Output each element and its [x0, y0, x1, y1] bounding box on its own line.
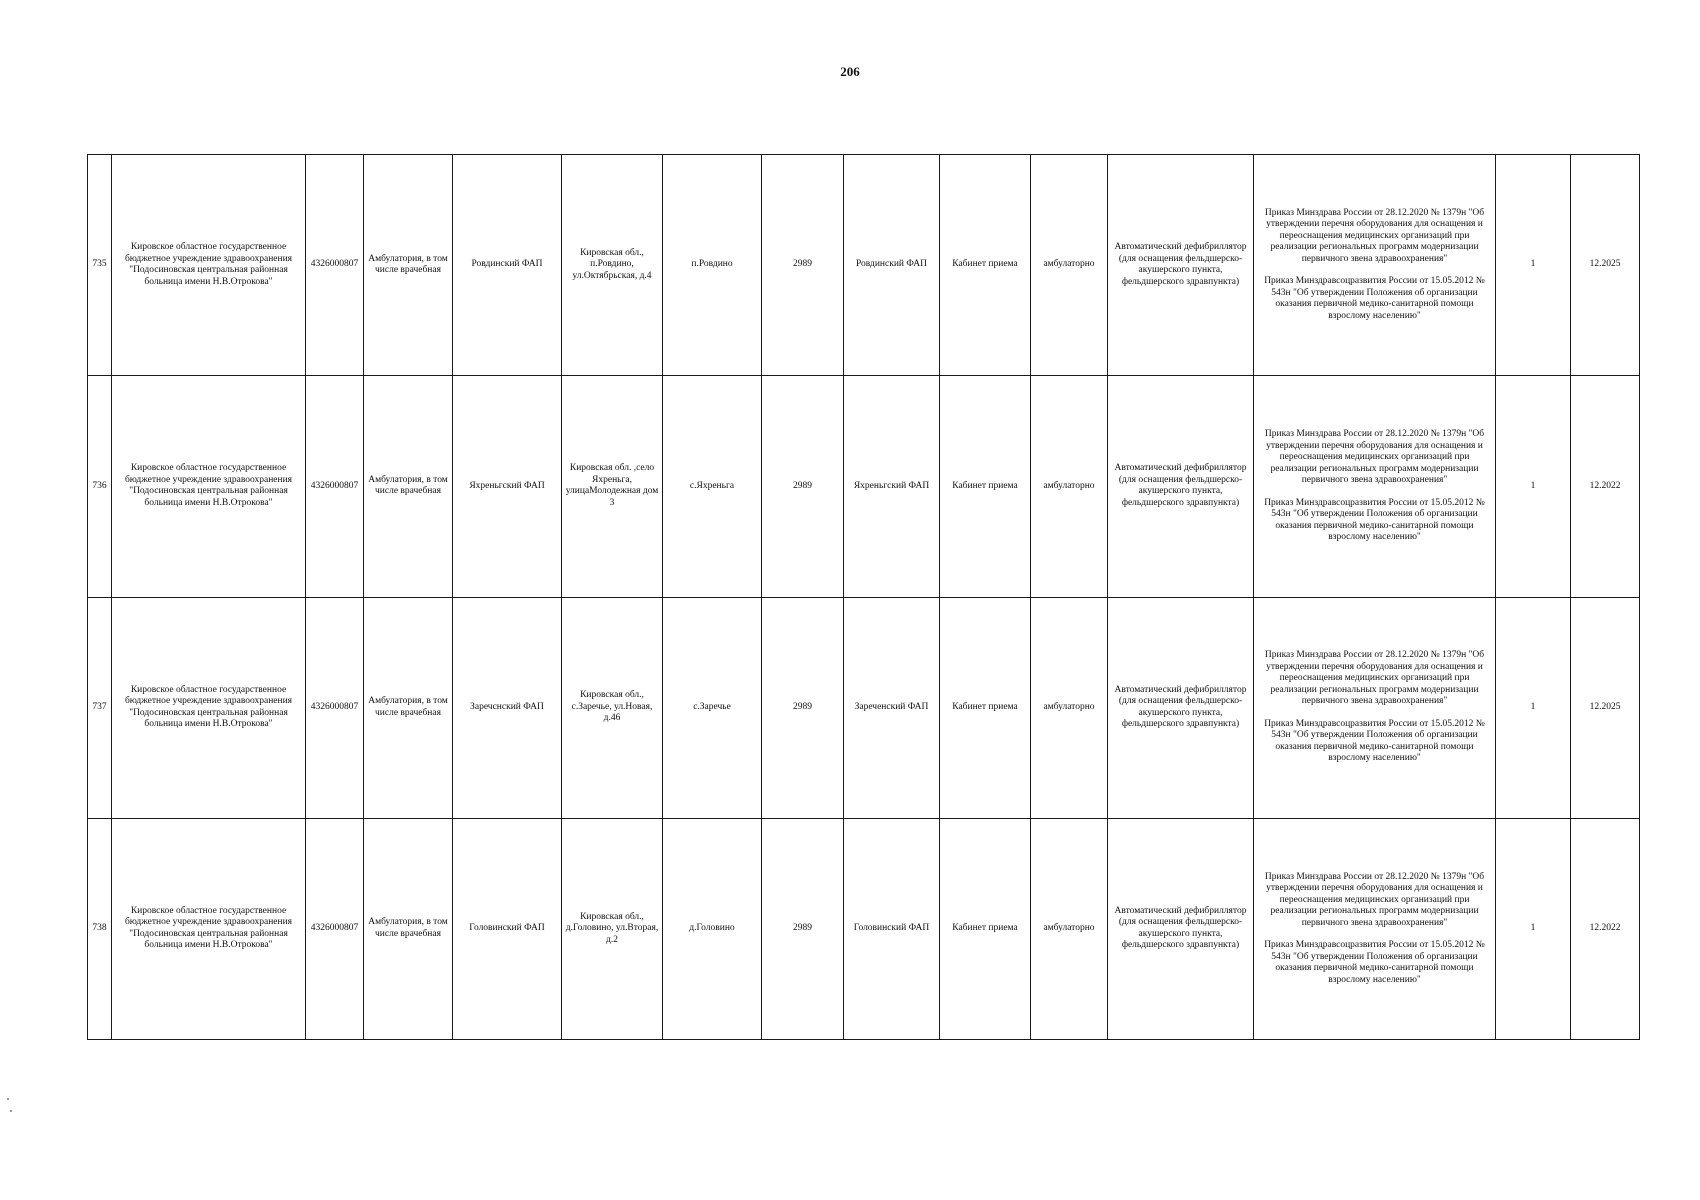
inn: 4326000807: [306, 155, 364, 376]
page-number: 206: [840, 64, 860, 79]
order-1379n: Приказ Минздрава России от 28.12.2020 № 1379н "Об утверждении перечня оборудования для оснащения и переоснащения медицинских организаций при реализации региональных программ модернизации первичного звена здравоохранения": [1264, 650, 1485, 707]
room: Кабинет приема: [940, 597, 1031, 818]
organization-name: Кировское областное государственное бюджетное учреждение здравоохранения "Подосиновская центральная районная больница имени Н.В.Отрокова": [112, 818, 306, 1039]
inn: 4326000807: [306, 376, 364, 597]
room: Кабинет приема: [940, 376, 1031, 597]
equipment-name: Автоматический дефибриллятор (для оснащения фельдшерско-акушерского пункта, фельдшерского здравпункта): [1108, 818, 1254, 1039]
regulatory-orders: [1254, 376, 1496, 597]
settlement: с.Заречье: [663, 597, 762, 818]
subdivision: Яхреньгский ФАП: [844, 376, 940, 597]
room: Кабинет приема: [940, 818, 1031, 1039]
facility-address: Кировская обл., д.Головино, ул.Вторая, д.2: [562, 818, 663, 1039]
equipment-name: Автоматический дефибриллятор (для оснащения фельдшерско-акушерского пункта, фельдшерского здравпункта): [1108, 376, 1254, 597]
subdivision: Головинский ФАП: [844, 818, 940, 1039]
organization-name: Кировское областное государственное бюджетное учреждение здравоохранения "Подосиновская центральная районная больница имени Н.В.Отрокова": [112, 597, 306, 818]
delivery-date: 12.2022: [1571, 376, 1640, 597]
row-number: 736: [88, 376, 112, 597]
subdivision: Зареченский ФАП: [844, 597, 940, 818]
subdivision: Ровдинский ФАП: [844, 155, 940, 376]
order-1379n: Приказ Минздрава России от 28.12.2020 № 1379н "Об утверждении перечня оборудования для оснащения и переоснащения медицинских организаций при реализации региональных программ модернизации первичного звена здравоохранения": [1264, 871, 1485, 928]
table-row: [88, 155, 1640, 376]
population: 2989: [762, 155, 844, 376]
unit-type: Амбулатория, в том числе врачебная: [364, 597, 453, 818]
equipment-registry-table: [87, 154, 1640, 1040]
quantity: 1: [1496, 818, 1571, 1039]
unit-type: Амбулатория, в том числе врачебная: [364, 818, 453, 1039]
inn: 4326000807: [306, 597, 364, 818]
population: 2989: [762, 818, 844, 1039]
facility-name: Головинский ФАП: [453, 818, 562, 1039]
care-form: амбулаторно: [1031, 818, 1108, 1039]
facility-name: Ровдинский ФАП: [453, 155, 562, 376]
delivery-date: 12.2025: [1571, 597, 1640, 818]
population: 2989: [762, 597, 844, 818]
unit-type: Амбулатория, в том числе врачебная: [364, 376, 453, 597]
inn: 4326000807: [306, 818, 364, 1039]
organization-name: Кировское областное государственное бюджетное учреждение здравоохранения "Подосиновская центральная районная больница имени Н.В.Отрокова": [112, 155, 306, 376]
regulatory-orders: [1254, 155, 1496, 376]
population: 2989: [762, 376, 844, 597]
regulatory-orders: [1254, 818, 1496, 1039]
facility-address: Кировская обл. ,село Яхреньга, улицаМолодежная дом 3: [562, 376, 663, 597]
table-row: [88, 597, 1640, 818]
care-form: амбулаторно: [1031, 597, 1108, 818]
settlement: с.Яхреньга: [663, 376, 762, 597]
row-number: 737: [88, 597, 112, 818]
delivery-date: 12.2022: [1571, 818, 1640, 1039]
scan-speck: [10, 1110, 12, 1112]
equipment-name: Автоматический дефибриллятор (для оснащения фельдшерско-акушерского пункта, фельдшерского здравпункта): [1108, 155, 1254, 376]
regulatory-orders: [1254, 597, 1496, 818]
facility-name: Заречснский ФАП: [453, 597, 562, 818]
facility-address: Кировская обл., с.Заречье, ул.Новая, д.46: [562, 597, 663, 818]
row-number: 738: [88, 818, 112, 1039]
quantity: 1: [1496, 155, 1571, 376]
order-1379n: Приказ Минздрава России от 28.12.2020 № 1379н "Об утверждении перечня оборудования для оснащения и переоснащения медицинских организаций при реализации региональных программ модернизации первичного звена здравоохранения": [1264, 207, 1485, 264]
delivery-date: 12.2025: [1571, 155, 1640, 376]
row-number: 735: [88, 155, 112, 376]
quantity: 1: [1496, 597, 1571, 818]
settlement: п.Ровдино: [663, 155, 762, 376]
organization-name: Кировское областное государственное бюджетное учреждение здравоохранения "Подосиновская центральная районная больница имени Н.В.Отрокова": [112, 376, 306, 597]
unit-type: Амбулатория, в том числе врачебная: [364, 155, 453, 376]
care-form: амбулаторно: [1031, 155, 1108, 376]
equipment-name: Автоматический дефибриллятор (для оснащения фельдшерско-акушерского пункта, фельдшерского здравпункта): [1108, 597, 1254, 818]
order-543n: Приказ Минздравсоцразвития России от 15.05.2012 № 543н "Об утверждении Положения об организации оказания первичной медико-санитарной помощи взрослому населению": [1264, 497, 1485, 543]
order-543n: Приказ Минздравсоцразвития России от 15.05.2012 № 543н "Об утверждении Положения об организации оказания первичной медико-санитарной помощи взрослому населению": [1264, 940, 1485, 985]
quantity: 1: [1496, 376, 1571, 597]
order-1379n: Приказ Минздрава России от 28.12.2020 № 1379н "Об утверждении перечня оборудования для оснащения и переоснащения медицинских организаций при реализации региональных программ модернизации первичного звена здравоохранения": [1264, 429, 1485, 486]
settlement: д.Головино: [663, 818, 762, 1039]
facility-address: Кировская обл., п.Ровдино, ул.Октябрьская, д.4: [562, 155, 663, 376]
table-row: [88, 818, 1640, 1039]
order-543n: Приказ Минздравсоцразвития России от 15.05.2012 № 543н "Об утверждении Положения об организации оказания первичной медико-санитарной помощи взрослому населению": [1264, 276, 1485, 321]
scan-speck: [7, 1098, 9, 1100]
table-row: [88, 376, 1640, 597]
care-form: амбулаторно: [1031, 376, 1108, 597]
room: Кабинет приема: [940, 155, 1031, 376]
order-543n: Приказ Минздравсоцразвития России от 15.05.2012 № 543н "Об утверждении Положения об организации оказания первичной медико-санитарной помощи взрослому населению": [1264, 718, 1485, 764]
facility-name: Яхреньгский ФАП: [453, 376, 562, 597]
